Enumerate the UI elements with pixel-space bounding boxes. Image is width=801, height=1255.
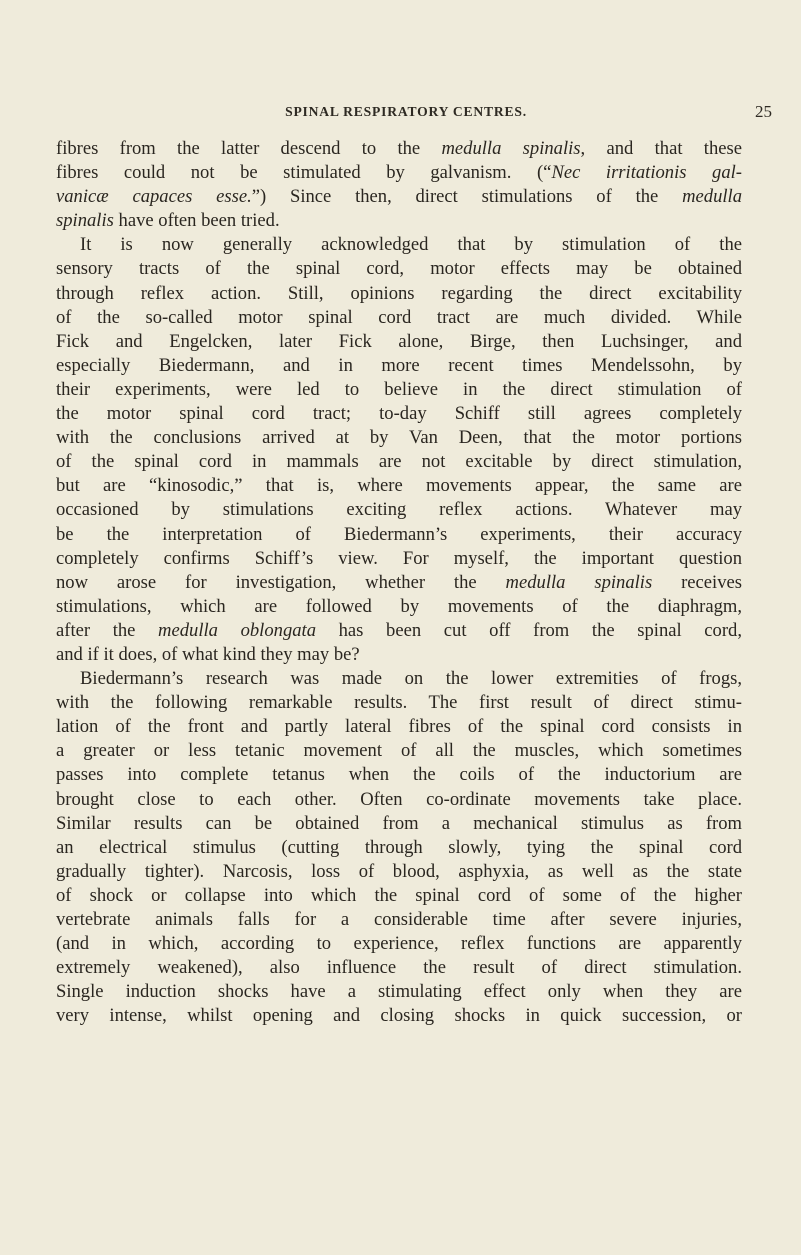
text-line: Fick and Engelcken, later Fick alone, Birge, then Luchsinger, and bbox=[56, 330, 742, 352]
text-line: Biedermann’s research was made on the lower extremities of frogs, bbox=[80, 668, 742, 690]
text-line: and if it does, of what kind they may be? bbox=[56, 643, 360, 665]
text-line: after the medulla oblongata has been cut off from the spinal cord, bbox=[56, 619, 742, 641]
running-head bbox=[56, 102, 772, 124]
text-line: completely confirms Schiff’s view. For myself, the important question bbox=[56, 547, 742, 569]
text-line: brought close to each other. Often co-ordinate movements take place. bbox=[56, 788, 742, 810]
text-line: their experiments, were led to believe in the direct stimulation of bbox=[56, 378, 742, 400]
text-line: passes into complete tetanus when the coils of the inductorium are bbox=[56, 764, 742, 786]
text-line: sensory tracts of the spinal cord, motor effects may be obtained bbox=[56, 258, 742, 280]
running-title: SPINAL RESPIRATORY CENTRES. bbox=[285, 104, 527, 119]
text-line: lation of the front and partly lateral fibres of the spinal cord consists in bbox=[56, 716, 742, 738]
text-line: vertebrate animals falls for a considerable time after severe injuries, bbox=[56, 909, 742, 930]
text-line: fibres from the latter descend to the medulla spinalis, and that these bbox=[56, 138, 742, 159]
text-line: an electrical stimulus (cutting through slowly, tying the spinal cord bbox=[56, 836, 742, 858]
text-line: be the interpretation of Biedermann’s experiments, their accuracy bbox=[56, 523, 742, 545]
page-number: 25 bbox=[755, 102, 772, 121]
text-line: with the conclusions arrived at by Van Deen, that the motor portions bbox=[56, 427, 742, 449]
body-text bbox=[56, 137, 742, 1028]
text-line: of the so-called motor spinal cord tract are much divided. While bbox=[56, 306, 742, 328]
text-line: fibres could not be stimulated by galvanism. (“Nec irritationis gal- bbox=[56, 162, 742, 184]
text-line: a greater or less tetanic movement of all the muscles, which sometimes bbox=[56, 740, 742, 762]
text-line: of shock or collapse into which the spinal cord of some of the higher bbox=[56, 884, 742, 906]
text-line: now arose for investigation, whether the medulla spinalis receives bbox=[56, 571, 742, 593]
text-line: through reflex action. Still, opinions regarding the direct excitability bbox=[56, 282, 742, 304]
text-line: vanicæ capaces esse.”) Since then, direct stimulations of the medulla bbox=[56, 186, 742, 208]
text-line: especially Biedermann, and in more recent times Mendelssohn, by bbox=[56, 354, 742, 376]
text-line: spinalis have often been tried. bbox=[56, 210, 280, 232]
text-line: It is now generally acknowledged that by stimulation of the bbox=[80, 234, 742, 256]
text-line: gradually tighter). Narcosis, loss of blood, asphyxia, as well as the state bbox=[56, 860, 742, 882]
text-line: very intense, whilst opening and closing shocks in quick succession, or bbox=[56, 1005, 742, 1027]
text-line: extremely weakened), also influence the result of direct stimulation. bbox=[56, 957, 742, 979]
text-line: occasioned by stimulations exciting reflex actions. Whatever may bbox=[56, 499, 742, 521]
text-line: the motor spinal cord tract; to-day Schiff still agrees completely bbox=[56, 403, 742, 425]
text-line: but are “kinosodic,” that is, where movements appear, the same are bbox=[56, 475, 742, 497]
text-line: (and in which, according to experience, reflex functions are apparently bbox=[56, 933, 742, 955]
text-line: of the spinal cord in mammals are not excitable by direct stimulation, bbox=[56, 451, 742, 473]
text-line: stimulations, which are followed by movements of the diaphragm, bbox=[56, 595, 742, 617]
text-line: Similar results can be obtained from a mechanical stimulus as from bbox=[56, 812, 742, 834]
text-line: with the following remarkable results. The first result of direct stimu- bbox=[56, 692, 742, 714]
text-line: Single induction shocks have a stimulating effect only when they are bbox=[56, 981, 742, 1003]
